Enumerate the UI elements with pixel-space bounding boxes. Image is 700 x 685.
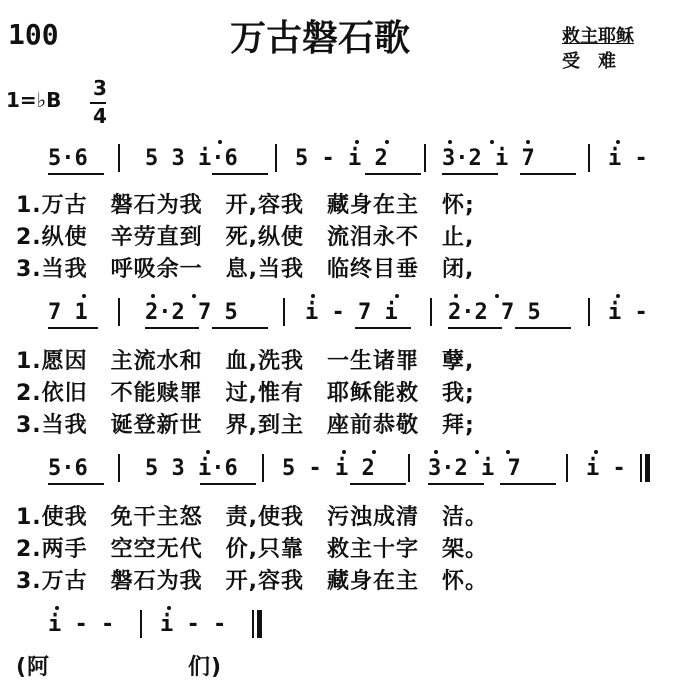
beam-line (515, 327, 571, 329)
beam-line (448, 327, 502, 329)
octave-dot (495, 294, 499, 298)
measure-note: 5·6 (48, 146, 88, 171)
beam-line (145, 327, 199, 329)
beam-line (200, 483, 256, 485)
octave-dot (55, 606, 59, 610)
beam-line (500, 483, 556, 485)
beam-line (520, 173, 576, 175)
lyric-line: 3.当我 呼吸余一 息,当我 临终目垂 闭, (16, 257, 475, 282)
category-line-2: 受 难 (562, 51, 616, 72)
octave-dot (490, 140, 494, 144)
measure-note: i - (608, 300, 648, 325)
octave-dot (372, 450, 376, 454)
song-number: 100 (8, 18, 59, 51)
measure-note: i - - (48, 612, 115, 637)
measure-note: 3·2 i 7 (428, 456, 521, 481)
final-bar-thick (645, 454, 650, 482)
lyric-line: 1.万古 磐石为我 开,容我 藏身在主 怀; (16, 193, 475, 218)
time-signature-bottom: 4 (93, 104, 107, 128)
octave-dot (448, 140, 452, 144)
song-title: 万古磐石歌 (230, 18, 411, 59)
beam-line (442, 173, 498, 175)
octave-dot (506, 450, 510, 454)
beam-line (212, 327, 268, 329)
bar-line (588, 144, 590, 172)
category-line-1: 救主耶稣 (562, 26, 634, 47)
bar-line (566, 454, 568, 482)
measure-note: 5 - i 2 (295, 146, 388, 171)
measure-note: i - 7 i (305, 300, 398, 325)
measure-note: i - - (160, 612, 227, 637)
octave-dot (192, 294, 196, 298)
bar-line (118, 454, 120, 482)
octave-dot (526, 140, 530, 144)
final-bar-thin (640, 454, 642, 482)
bar-line (424, 144, 426, 172)
octave-dot (434, 450, 438, 454)
octave-dot (167, 606, 171, 610)
beam-line (48, 173, 104, 175)
octave-dot (385, 140, 389, 144)
bar-line (140, 610, 142, 638)
lyric-line: 3.当我 诞登新世 界,到主 座前恭敬 拜; (16, 413, 475, 438)
beam-line (355, 327, 411, 329)
octave-dot (82, 294, 86, 298)
lyric-line: 3.万古 磐石为我 开,容我 藏身在主 怀。 (16, 569, 489, 594)
lyric-line: 1.愿因 主流水和 血,洗我 一生诸罪 孽, (16, 349, 475, 374)
measure-note: 5 3 i·6 (145, 146, 238, 171)
beam-line (48, 483, 104, 485)
key-signature: 1=♭B (6, 88, 62, 112)
bar-line (118, 144, 120, 172)
octave-dot (206, 450, 210, 454)
bar-line (275, 144, 277, 172)
measure-note: 5 - i 2 (282, 456, 375, 481)
octave-dot (218, 140, 222, 144)
beam-line (428, 483, 484, 485)
bar-line (430, 298, 432, 326)
final-bar-thick (257, 610, 262, 638)
octave-dot (594, 450, 598, 454)
measure-note: 2·2 7 5 (145, 300, 238, 325)
octave-dot (454, 294, 458, 298)
bar-line (118, 298, 120, 326)
octave-dot (616, 140, 620, 144)
octave-dot (151, 294, 155, 298)
bar-line (588, 298, 590, 326)
measure-note: 5·6 (48, 456, 88, 481)
measure-note: i - (586, 456, 626, 481)
bar-line (262, 454, 264, 482)
octave-dot (475, 450, 479, 454)
octave-dot (395, 294, 399, 298)
measure-note: 2·2 7 5 (448, 300, 541, 325)
octave-dot (311, 294, 315, 298)
final-bar-thin (252, 610, 254, 638)
lyric-line: (阿 们) (16, 655, 223, 680)
measure-note: 5 3 i·6 (145, 456, 238, 481)
octave-dot (355, 140, 359, 144)
beam-line (350, 483, 406, 485)
beam-line (48, 327, 98, 329)
time-signature-top: 3 (93, 76, 107, 100)
octave-dot (342, 450, 346, 454)
beam-line (212, 173, 268, 175)
bar-line (283, 298, 285, 326)
lyric-line: 2.依旧 不能赎罪 过,惟有 耶稣能救 我; (16, 381, 475, 406)
lyric-line: 2.纵使 辛劳直到 死,纵使 流泪永不 止, (16, 225, 475, 250)
lyric-line: 2.两手 空空无代 价,只靠 救主十字 架。 (16, 537, 489, 562)
measure-note: 3·2 i 7 (442, 146, 535, 171)
measure-note: 7 1 (48, 300, 88, 325)
bar-line (408, 454, 410, 482)
measure-note: i - (608, 146, 648, 171)
octave-dot (616, 294, 620, 298)
beam-line (365, 173, 421, 175)
lyric-line: 1.使我 免干主怒 责,使我 污浊成清 洁。 (16, 505, 489, 530)
